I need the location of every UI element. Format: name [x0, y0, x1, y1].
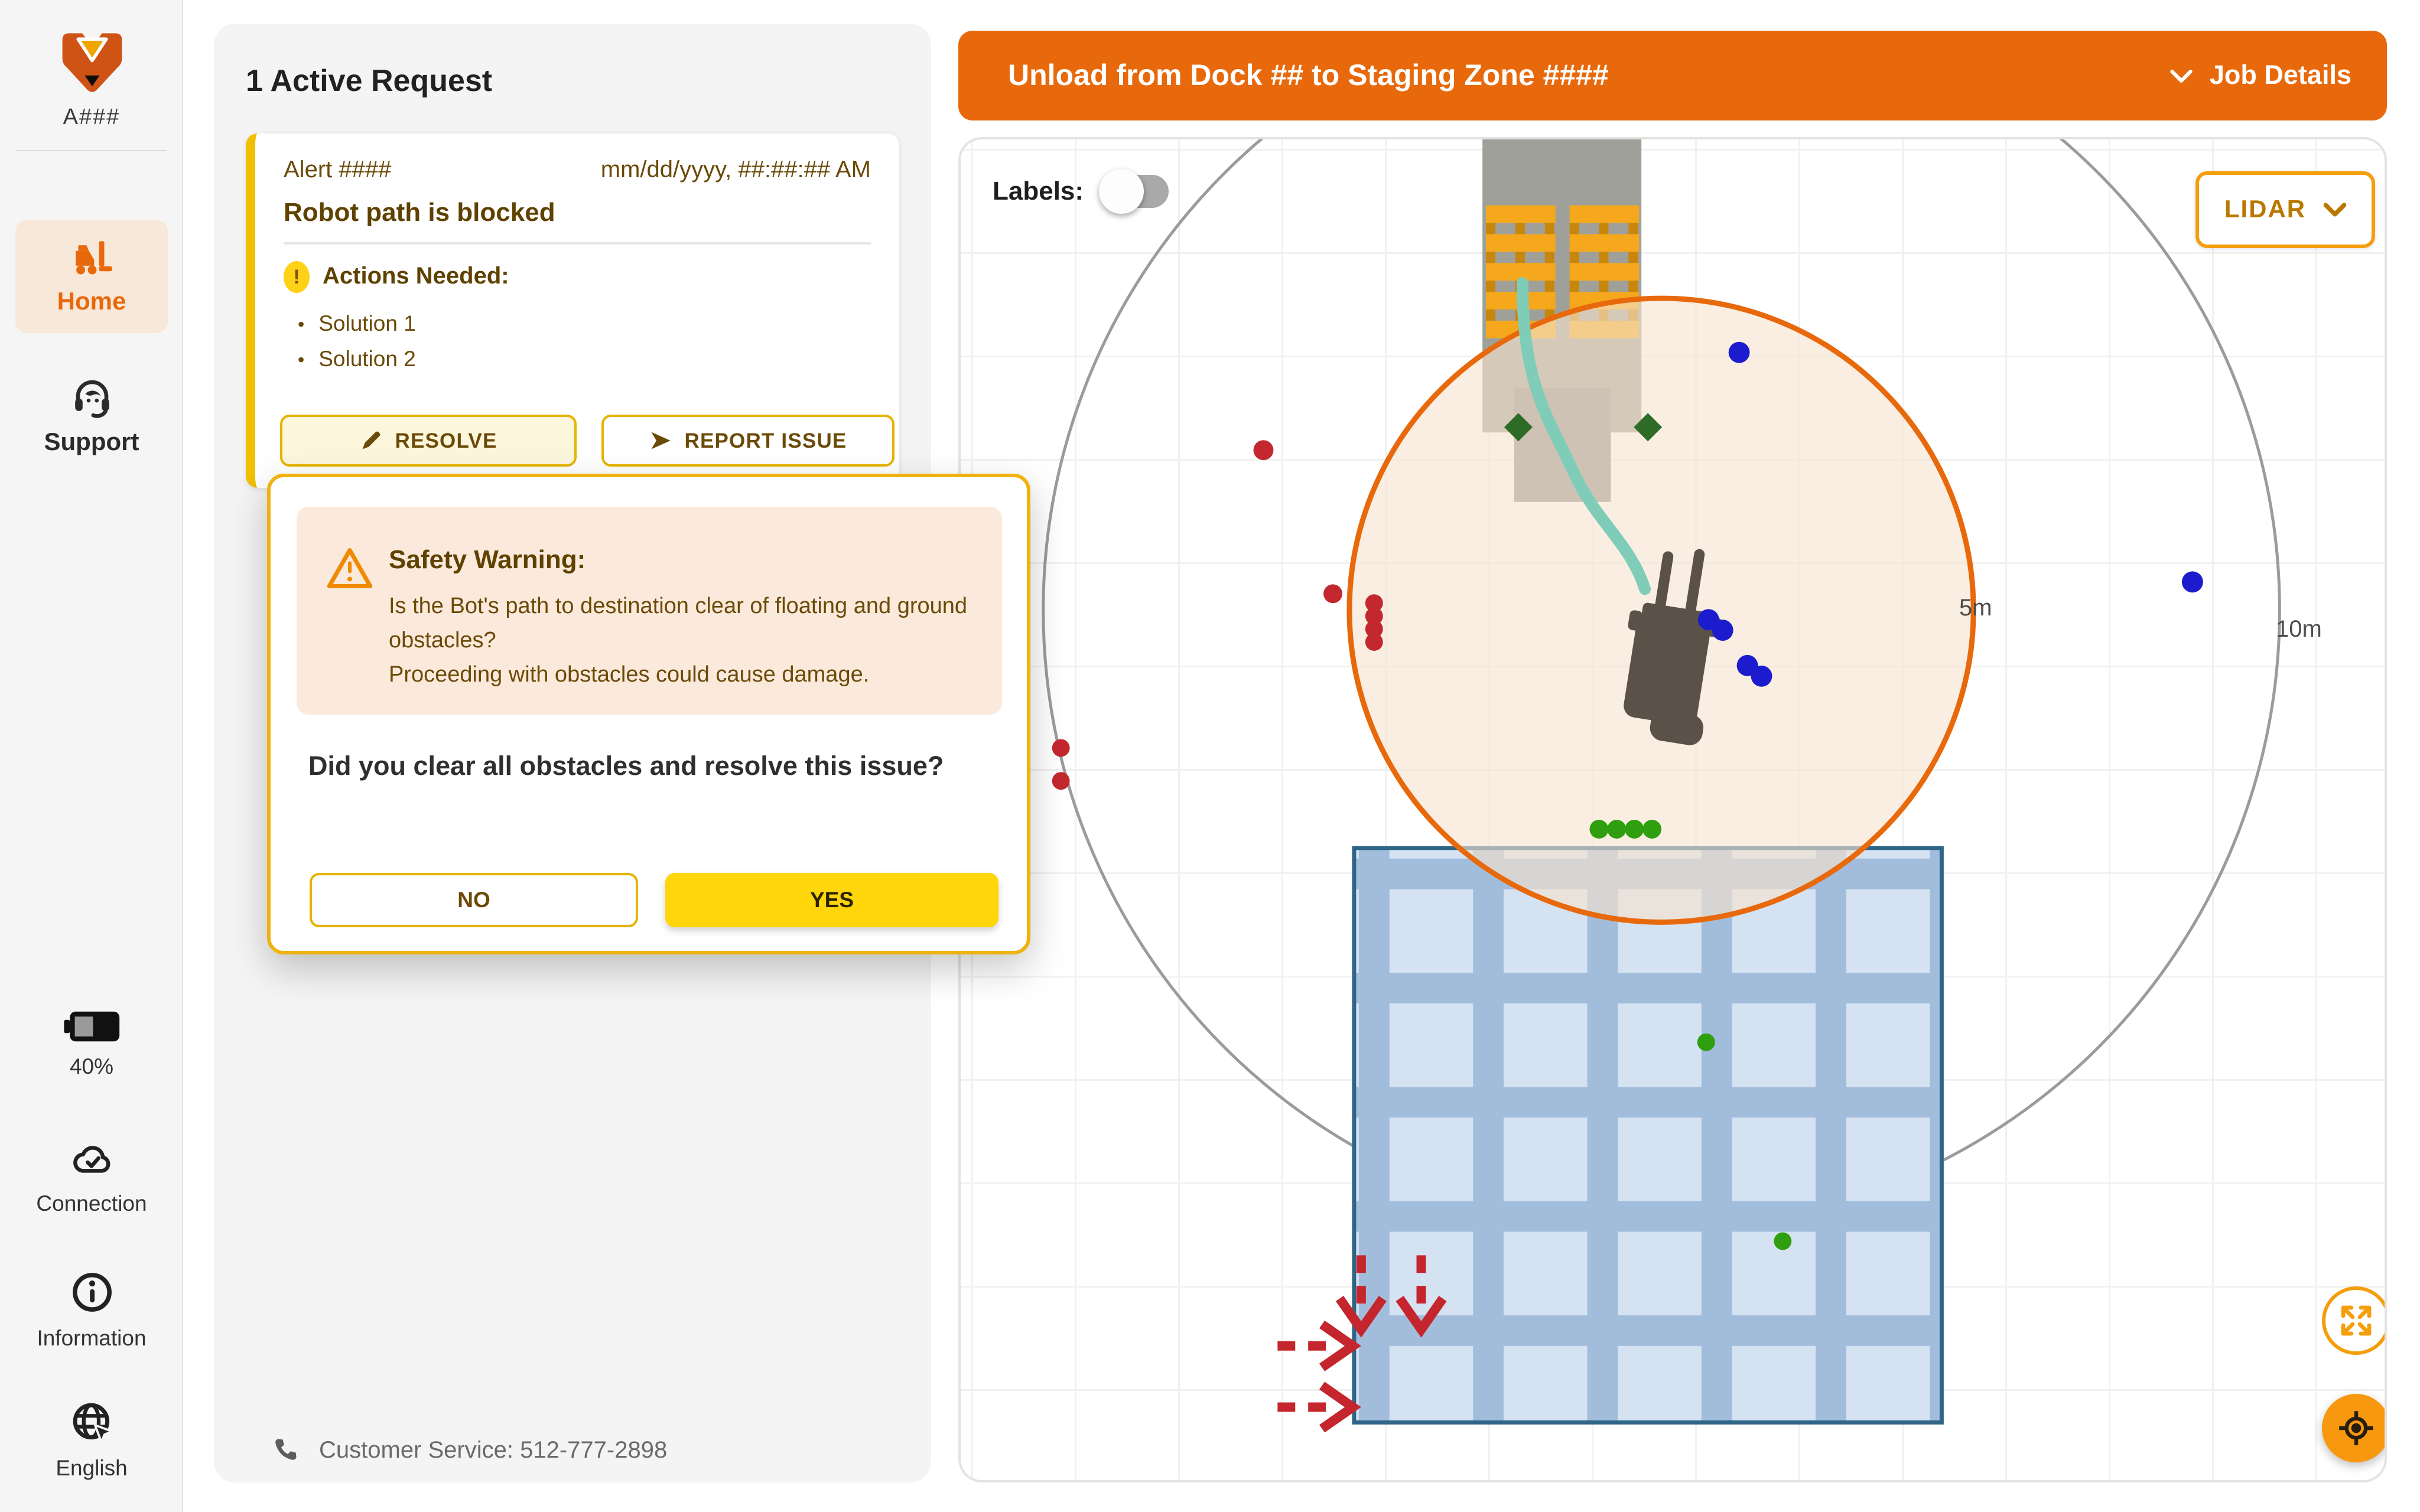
warning-line-2: Proceeding with obstacles could cause damage.	[389, 663, 870, 687]
lidar-point-red	[1365, 633, 1383, 651]
job-details-button[interactable]	[2169, 60, 2351, 91]
battery-icon	[62, 1010, 121, 1043]
locate-robot-button[interactable]	[2322, 1394, 2387, 1462]
job-title: Unload from Dock ## to Staging Zone ####	[1008, 58, 1609, 92]
warning-box	[297, 507, 1002, 715]
sidebar-item-label: Support	[44, 429, 139, 456]
headset-icon	[70, 377, 113, 419]
exclamation-icon: !	[284, 261, 310, 293]
active-requests-header: 1 Active Request	[246, 63, 493, 98]
alert-timestamp: mm/dd/yyyy, ##:##:## AM	[600, 157, 871, 183]
fullscreen-button[interactable]	[2322, 1286, 2387, 1355]
resolve-label: RESOLVE	[395, 428, 497, 452]
map-graphics	[961, 139, 2385, 1480]
lidar-point-green	[1697, 1034, 1715, 1051]
report-issue-button[interactable]	[601, 415, 895, 467]
labels-label: Labels:	[993, 176, 1084, 206]
ring-label-5m: 5m	[1959, 595, 1992, 621]
customer-service-text: Customer Service: 512-777-2898	[319, 1437, 668, 1463]
warning-title: Safety Warning:	[389, 545, 586, 574]
send-arrow-icon	[649, 429, 672, 452]
lidar-point-green	[1774, 1232, 1791, 1250]
solution-item: • Solution 2	[298, 346, 416, 372]
yes-button[interactable]: YES	[665, 873, 998, 927]
connection-status	[0, 1140, 183, 1217]
sidebar-item-label: Home	[57, 288, 126, 315]
information-item[interactable]	[0, 1270, 183, 1351]
ring-label-10m: 10m	[2276, 617, 2322, 643]
lidar-label: LIDAR	[2224, 195, 2307, 223]
sidebar-divider	[15, 150, 167, 151]
job-header	[958, 31, 2387, 120]
chevron-down-icon	[2169, 68, 2193, 83]
warning-line-1: Is the Bot's path to destination clear of floating and ground obstacles?	[389, 594, 968, 653]
lidar-dropdown-button[interactable]	[2195, 171, 2375, 248]
phone-icon	[269, 1435, 300, 1466]
alert-title: Robot path is blocked	[284, 197, 555, 227]
modal-question: Did you clear all obstacles and resolve this issue?	[308, 751, 944, 781]
lidar-point-green	[1607, 820, 1626, 839]
resolve-button[interactable]	[280, 415, 577, 467]
language-item[interactable]	[0, 1400, 183, 1481]
alert-card	[246, 133, 899, 488]
chevron-down-icon	[2323, 202, 2346, 217]
lidar-point-blue	[1751, 666, 1772, 687]
logo-text: A###	[63, 105, 121, 130]
lidar-point-green	[1642, 820, 1661, 839]
info-icon	[69, 1270, 114, 1315]
solution-item: • Solution 1	[298, 311, 416, 337]
lidar-point-red	[1052, 772, 1070, 790]
app-logo	[0, 28, 183, 131]
labels-toggle[interactable]	[1105, 175, 1169, 208]
lidar-point-blue	[1712, 620, 1733, 641]
crosshair-target-icon	[2337, 1409, 2375, 1447]
lidar-point-green	[1625, 820, 1644, 839]
information-label: Information	[37, 1325, 147, 1350]
no-button[interactable]: NO	[310, 873, 638, 927]
pencil-icon	[359, 429, 383, 452]
lidar-point-red	[1254, 440, 1274, 460]
globe-cursor-icon	[69, 1400, 114, 1445]
staging-zone	[1354, 848, 1941, 1423]
job-details-label: Job Details	[2209, 60, 2351, 90]
sidebar	[0, 0, 183, 1512]
lidar-point-green	[1589, 820, 1608, 839]
safety-warning-modal	[267, 474, 1030, 954]
sidebar-item-home[interactable]	[15, 220, 168, 333]
toggle-knob	[1099, 169, 1144, 214]
battery-percent: 40%	[69, 1054, 114, 1078]
forklift-icon	[70, 236, 113, 279]
connection-label: Connection	[36, 1191, 147, 1216]
fox-logo-icon	[57, 28, 126, 94]
language-label: English	[56, 1455, 128, 1480]
customer-service	[269, 1435, 667, 1466]
lidar-point-red	[1323, 584, 1342, 603]
battery-status	[0, 1010, 183, 1080]
sidebar-item-support[interactable]	[15, 360, 168, 474]
divider	[284, 242, 871, 245]
alert-id: Alert ####	[284, 157, 392, 183]
cloud-check-icon	[68, 1140, 115, 1180]
actions-needed-label: Actions Needed:	[323, 263, 509, 289]
lidar-point-blue	[2182, 571, 2203, 592]
lidar-map	[958, 137, 2387, 1482]
report-issue-label: REPORT ISSUE	[684, 428, 847, 452]
lidar-point-blue	[1729, 342, 1750, 363]
expand-icon	[2338, 1303, 2374, 1338]
lidar-point-red	[1052, 739, 1070, 757]
warning-triangle-icon	[325, 545, 375, 592]
